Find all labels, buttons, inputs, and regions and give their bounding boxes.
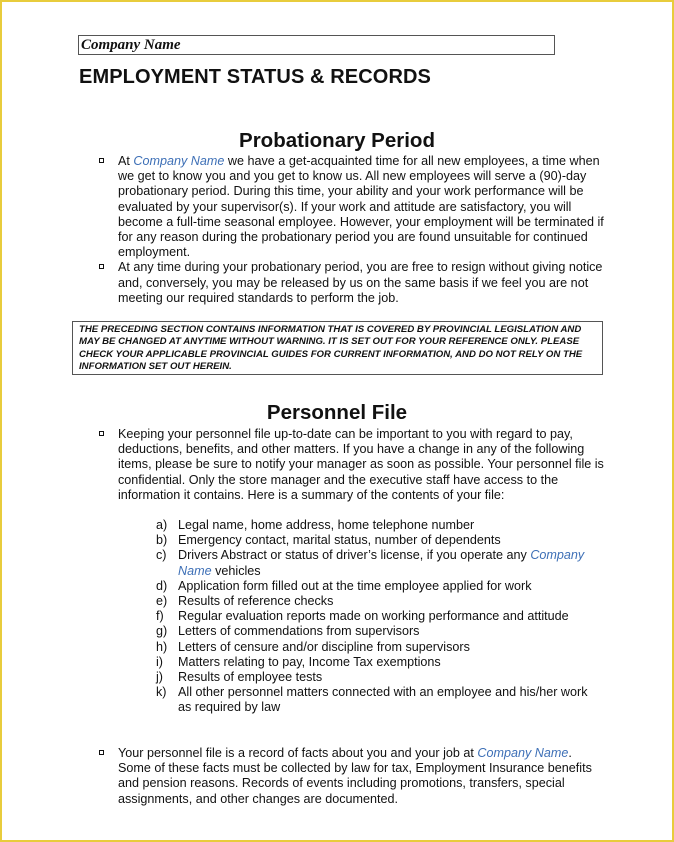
list-item: h) Letters of censure and/or discipline from supervisors <box>156 639 470 654</box>
list-item: e) Results of reference checks <box>156 594 334 609</box>
probationary-bullet-2-text: At any time during your probationary period, you are free to resign without giving notice and, conversely, you may be released by us on the same basis if we feel you are not meeting our required standards to perform the job. <box>118 260 603 305</box>
list-item: a) Legal name, home address, home telephone number <box>156 518 475 532</box>
personnel-bullet-2-prefix: Your personnel file is a record of facts about you and your job at <box>118 746 478 760</box>
company-name-inline: Company Name <box>477 746 569 760</box>
list-item: i) Matters relating to pay, Income Tax exemptions <box>156 654 441 669</box>
probationary-bullet-2 <box>96 260 606 306</box>
probationary-bullet-1-text: we have a get-acquainted time for all new employees, a time when we get to know you and you get to know us. All new employees will serve a (90)-day probationary period. During this time, your ability and your work performance will be evaluated by your supervisor(s). If your work and attitude are satisfactory, you will become a full-time seasonal employee. However, your employment will be terminated if for any reason during the probationary period you are found unsuitable for continued employment. <box>118 154 604 260</box>
square-bullet-icon <box>99 158 104 163</box>
square-bullet-icon <box>99 431 104 436</box>
square-bullet-icon <box>99 264 104 269</box>
list-item: d) Application form filled out at the time employee applied for work <box>156 578 532 593</box>
list-item: c) Drivers Abstract or status of driver’s license, if you operate any Company Name vehicles <box>156 548 585 578</box>
personnel-heading: Personnel File <box>266 401 408 424</box>
personnel-bullet-2-text: . Some of these facts must be collected by law for tax, Employment Insurance benefits and pension reasons. Records of events including promotions, transfers, special assignments, and other changes are documented. <box>118 746 592 806</box>
list-item: j) Results of employee tests <box>156 670 323 685</box>
personnel-bullet-list <box>96 427 606 503</box>
company-name-inline: Company Name <box>133 154 225 168</box>
probationary-bullet-1-prefix: At <box>118 154 134 168</box>
square-bullet-icon <box>99 750 104 755</box>
company-name-field[interactable] <box>78 35 555 55</box>
list-item: b) Emergency contact, marital status, number of dependents <box>156 533 501 548</box>
company-name-text: Company Name <box>81 37 181 53</box>
personnel-bullet-1-text: Keeping your personnel file up-to-date can be important to you with regard to pay, deductions, benefits, and other matters. If you have a change in any of the following items, please be sure to notify your manager as soon as possible. Your personnel file is confidential. Only the store manager and the executive staff have access to the information it contains. Here is a summary of the contents of your file: <box>118 427 604 502</box>
list-item: g) Letters of commendations from supervisors <box>156 624 420 639</box>
legislation-notice-text: THE PRECEDING SECTION CONTAINS INFORMATION THAT IS COVERED BY PROVINCIAL LEGISLATION AND MAY BE CHANGED AT ANYTIME WITHOUT WARNING. IT IS SET OUT FOR YOUR REFERENCE ONLY. PLEASE CHECK YOUR APPLICABLE PROVINCIAL GUIDES FOR CURRENT INFORMATION, AND DO NOT RELY ON THE INFORMATION SET OUT HEREIN. <box>79 324 583 373</box>
personnel-bullet-1 <box>96 427 606 503</box>
list-item: k) All other personnel matters connected with an employee and his/her work as required by law <box>156 685 588 715</box>
probationary-heading: Probationary Period <box>239 129 435 152</box>
legislation-notice-box <box>72 321 603 375</box>
probationary-bullet-1 <box>96 154 606 260</box>
list-item: f) Regular evaluation reports made on working performance and attitude <box>156 609 569 624</box>
probationary-bullet-list <box>96 154 606 306</box>
personnel-file-contents-list <box>154 518 604 716</box>
company-name-inline: Company Name <box>178 548 585 578</box>
personnel-bullet-2 <box>96 746 606 807</box>
personnel-bullet-list-2 <box>96 746 606 807</box>
document-title: EMPLOYMENT STATUS & RECORDS <box>79 66 431 88</box>
